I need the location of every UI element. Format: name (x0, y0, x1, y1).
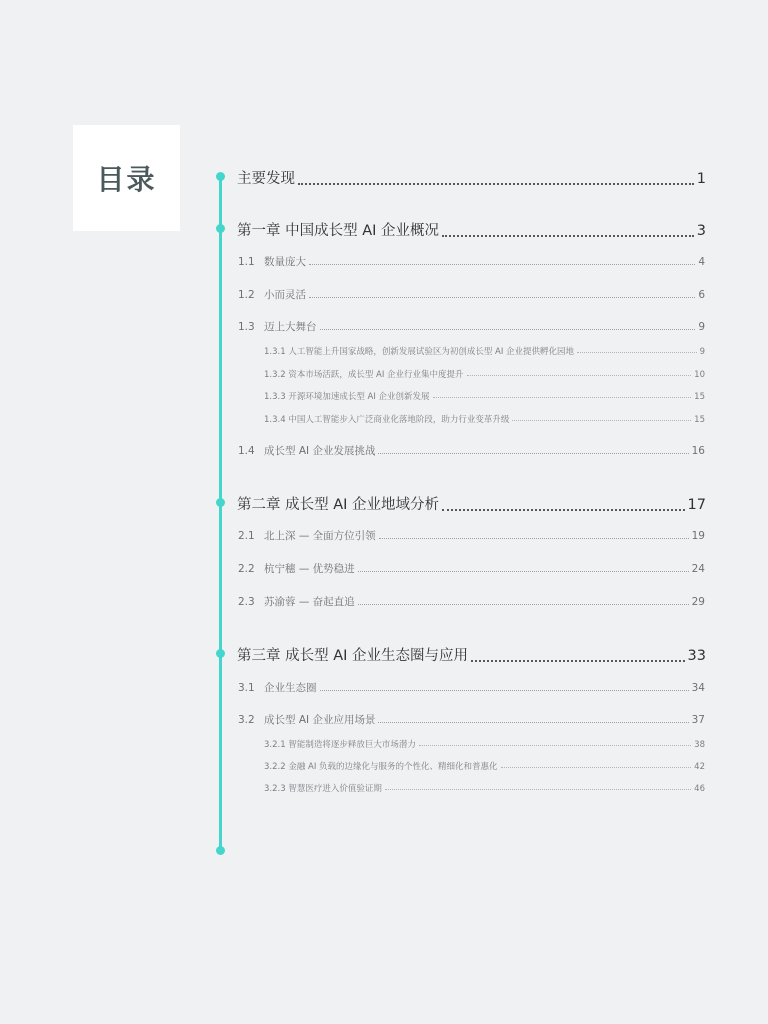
dot-leader (320, 329, 696, 330)
toc-entry[interactable] (264, 738, 705, 750)
dot-leader (378, 453, 688, 454)
toc-entry-label: 杭宁穗 — 优势稳进 (264, 563, 355, 575)
toc-entry-page: 37 (691, 714, 705, 726)
toc-entry-number: 2.3 (238, 596, 255, 608)
toc-title: 目录 (96, 163, 157, 196)
toc-entry-number: 3.2 (238, 714, 255, 726)
toc-entry-label: 企业生态圈 (264, 682, 317, 694)
toc-entry[interactable] (238, 443, 705, 458)
toc-entry[interactable] (238, 680, 705, 695)
dot-leader (512, 420, 691, 421)
toc-entry[interactable] (237, 219, 706, 240)
toc-entry-page: 19 (691, 530, 705, 542)
toc-entry-number: 2.1 (238, 530, 255, 542)
toc-entry-page: 17 (687, 497, 706, 513)
dot-leader (309, 264, 695, 265)
toc-entry[interactable] (238, 254, 705, 269)
toc-entry-page: 1 (696, 171, 706, 187)
toc-entry-page: 15 (694, 392, 705, 402)
toc-entry-label: 迈上大舞台 (264, 321, 317, 333)
toc-entry-number: 1.1 (238, 256, 255, 268)
toc-entry[interactable] (238, 594, 705, 609)
toc-entry-label: 成长型 AI 企业应用场景 (264, 714, 376, 726)
toc-entry-number: 1.2 (238, 289, 255, 301)
toc-entry-label: 北上深 — 全面方位引领 (264, 530, 376, 542)
toc-entry[interactable] (238, 561, 705, 576)
toc-entry[interactable] (238, 319, 705, 334)
toc-entry[interactable] (264, 413, 705, 425)
toc-entry-number: 1.3 (238, 321, 255, 333)
toc-entry-page: 29 (691, 596, 705, 608)
toc-entry[interactable] (238, 287, 705, 302)
dot-leader (358, 571, 689, 572)
toc-entry[interactable] (238, 528, 705, 543)
toc-entry[interactable] (238, 712, 705, 727)
toc-entry-page: 16 (691, 445, 705, 457)
dot-leader (433, 397, 692, 398)
dot-leader (298, 183, 694, 185)
dot-leader (442, 509, 685, 511)
toc-entry-page: 4 (698, 256, 705, 268)
toc-entry[interactable] (264, 782, 705, 794)
toc-entry-page: 9 (698, 321, 705, 333)
toc-entry[interactable] (264, 368, 705, 380)
toc-entry-number: 1.4 (238, 445, 255, 457)
toc-entry-label: 主要发现 (237, 171, 295, 187)
toc-entry-page: 15 (694, 415, 705, 425)
toc-entry[interactable] (264, 390, 705, 402)
toc-entry-label: 数量庞大 (264, 256, 306, 268)
toc-entry-page: 10 (694, 370, 705, 380)
toc-entry-label: 苏渝蓉 — 奋起直追 (264, 596, 355, 608)
toc-entry-label: 1.3.1 人工智能上升国家战略，创新发展试验区为初创成长型 AI 企业提供孵化园地 (264, 347, 575, 357)
dot-leader (385, 789, 691, 790)
toc-entry-page: 6 (698, 289, 705, 301)
dot-leader (379, 538, 689, 539)
dot-leader (577, 352, 697, 353)
toc-entry-label: 小而灵活 (264, 289, 306, 301)
dot-leader (467, 375, 692, 376)
toc-entry-label: 3.2.1 智能制造将逐步释放巨大市场潜力 (264, 740, 416, 750)
toc-entry-page: 46 (694, 784, 705, 794)
toc-entry-page: 9 (699, 347, 705, 357)
toc-entry[interactable] (264, 760, 705, 772)
toc-entry-label: 1.3.3 开源环境加速成长型 AI 企业创新发展 (264, 392, 430, 402)
toc-entry-page: 24 (691, 563, 705, 575)
toc-entry-page: 3 (696, 223, 706, 239)
toc-entry-number: 2.2 (238, 563, 255, 575)
toc-entry[interactable] (237, 644, 706, 665)
dot-leader (378, 722, 688, 723)
dot-leader (471, 660, 685, 662)
toc-entry-label: 第一章 中国成长型 AI 企业概况 (237, 223, 440, 239)
toc-entry-label: 第二章 成长型 AI 企业地域分析 (237, 497, 440, 513)
toc-entry-label: 第三章 成长型 AI 企业生态圈与应用 (237, 648, 469, 664)
dot-leader (358, 604, 689, 605)
toc-entry-label: 3.2.2 金融 AI 负载的边缘化与服务的个性化、精细化和普惠化 (264, 762, 498, 772)
toc-entry-label: 成长型 AI 企业发展挑战 (264, 445, 376, 457)
toc-entry-page: 42 (694, 762, 705, 772)
toc-entry[interactable] (237, 167, 706, 188)
toc-entry-page: 34 (691, 682, 705, 694)
dot-leader (309, 297, 695, 298)
toc-entry-page: 33 (687, 648, 706, 664)
dot-leader (320, 690, 689, 691)
toc-entry[interactable] (237, 493, 706, 514)
dot-leader (442, 235, 694, 237)
dot-leader (419, 745, 691, 746)
toc-entry-label: 1.3.4 中国人工智能步入广泛商业化落地阶段，助力行业变革升级 (264, 415, 510, 425)
toc-entry-label: 1.3.2 资本市场活跃，成长型 AI 企业行业集中度提升 (264, 370, 464, 380)
dot-leader (501, 767, 692, 768)
toc-entry-label: 3.2.3 智慧医疗进入价值验证期 (264, 784, 382, 794)
toc-entry[interactable] (264, 345, 705, 357)
toc-entry-page: 38 (694, 740, 705, 750)
toc-entry-number: 3.1 (238, 682, 255, 694)
